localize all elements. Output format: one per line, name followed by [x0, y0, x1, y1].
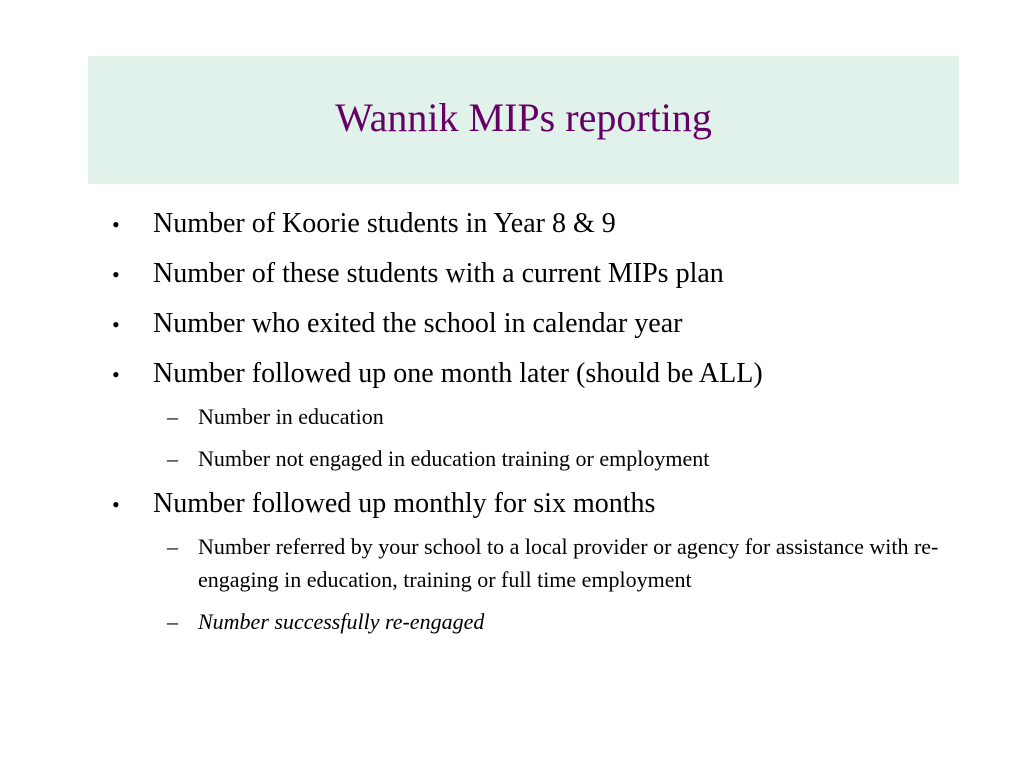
bullet-item	[112, 206, 962, 243]
bullet-marker: •	[112, 492, 120, 517]
sub-bullet-text: Number not engaged in education training or employment	[198, 446, 710, 471]
sub-bullet-list	[112, 400, 962, 475]
sub-bullet-text: Number successfully re-engaged	[198, 609, 485, 634]
sub-bullet-text: Number referred by your school to a local provider or agency for assistance with re-engaging in education, training or full time employment	[198, 534, 939, 592]
bullet-list	[112, 206, 962, 649]
bullet-item	[112, 256, 962, 293]
bullet-item	[112, 486, 962, 523]
sub-bullet-text: Number in education	[198, 404, 384, 429]
sub-bullet-item	[112, 400, 962, 433]
slide-title: Wannik MIPs reporting	[335, 95, 712, 140]
bullet-marker: •	[112, 262, 120, 287]
sub-bullet-marker: –	[167, 404, 178, 429]
sub-bullet-marker: –	[167, 609, 178, 634]
bullet-text: Number who exited the school in calendar year	[153, 308, 683, 339]
bullet-marker: •	[112, 212, 120, 237]
sub-bullet-marker: –	[167, 534, 178, 559]
title-band	[88, 56, 959, 184]
sub-bullet-list	[112, 530, 962, 638]
bullet-text: Number followed up one month later (should be ALL)	[153, 358, 763, 389]
sub-bullet-item	[112, 530, 962, 596]
bullet-item	[112, 306, 962, 343]
sub-bullet-item	[112, 442, 962, 475]
bullet-marker: •	[112, 312, 120, 337]
bullet-item	[112, 356, 962, 393]
sub-bullet-item	[112, 605, 962, 638]
bullet-text: Number of these students with a current MIPs plan	[153, 258, 724, 289]
bullet-text: Number of Koorie students in Year 8 & 9	[153, 208, 616, 239]
bullet-marker: •	[112, 362, 120, 387]
bullet-text: Number followed up monthly for six months	[153, 488, 656, 519]
sub-bullet-marker: –	[167, 446, 178, 471]
